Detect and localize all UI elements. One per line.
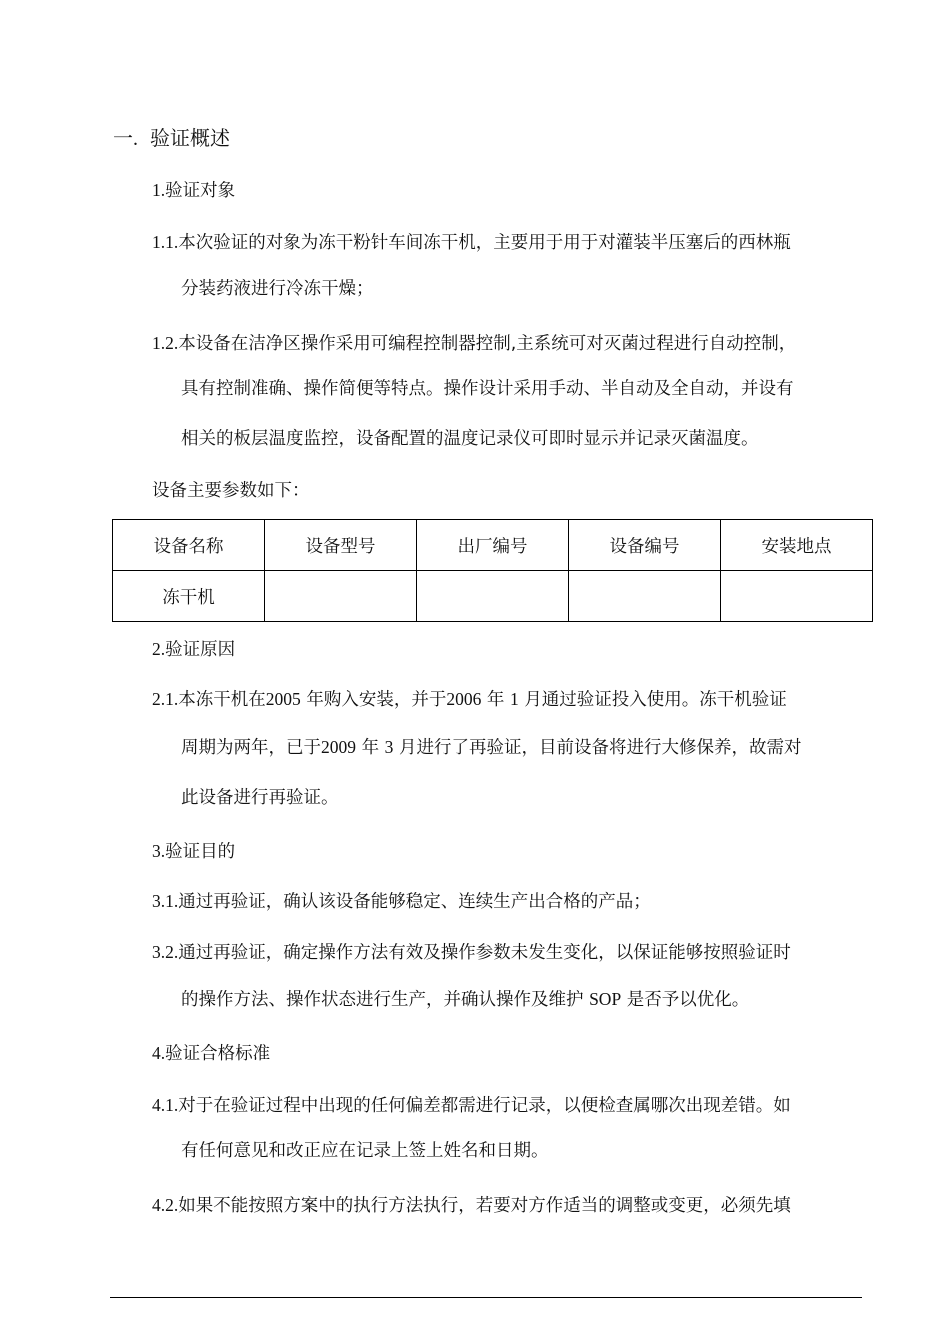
paragraph-4-2-line-1: 4.2.如果不能按照方案中的执行方法执行，若要对方作适当的调整或变更，必须先填 bbox=[152, 1195, 791, 1216]
table-cell bbox=[569, 571, 721, 622]
table-cell bbox=[265, 571, 417, 622]
table-cell bbox=[721, 571, 873, 622]
section-2-title: 2.验证原因 bbox=[152, 639, 236, 660]
paragraph-3-2-line-2: 的操作方法、操作状态进行生产，并确认操作及维护 SOP 是否予以优化。 bbox=[181, 989, 750, 1010]
paragraph-1-1-line-1: 1.1.本次验证的对象为冻干粉针车间冻干机，主要用于用于对灌装半压塞后的西林瓶 bbox=[152, 232, 791, 253]
paragraph-3-1: 3.1.通过再验证，确认该设备能够稳定、连续生产出合格的产品； bbox=[152, 891, 651, 912]
table-header-cell: 设备名称 bbox=[113, 520, 265, 571]
footer-rule bbox=[110, 1297, 862, 1298]
paragraph-2-1-line-1: 2.1.本冻干机在2005 年购入安装，并于2006 年 1 月通过验证投入使用。冻干机验证 bbox=[152, 689, 787, 710]
section-1-title: 1.验证对象 bbox=[152, 180, 236, 201]
table-header-cell: 出厂编号 bbox=[417, 520, 569, 571]
params-intro: 设备主要参数如下： bbox=[152, 481, 310, 501]
section-4-title: 4.验证合格标准 bbox=[152, 1043, 271, 1064]
table-row bbox=[113, 571, 873, 622]
section-3-title: 3.验证目的 bbox=[152, 841, 236, 862]
equipment-params-table bbox=[112, 519, 873, 622]
table-header-cell: 设备编号 bbox=[569, 520, 721, 571]
heading-text: 验证概述 bbox=[150, 126, 230, 150]
paragraph-1-2-line-3: 相关的板层温度监控，设备配置的温度记录仪可即时显示并记录灭菌温度。 bbox=[181, 429, 759, 449]
paragraph-2-1-line-2: 周期为两年，已于2009 年 3 月进行了再验证，目前设备将进行大修保养，故需对 bbox=[181, 737, 802, 758]
paragraph-3-2-line-1: 3.2.通过再验证，确定操作方法有效及操作参数未发生变化，以保证能够按照验证时 bbox=[152, 942, 791, 963]
paragraph-2-1-line-3: 此设备进行再验证。 bbox=[181, 788, 339, 808]
table-cell: 冻干机 bbox=[113, 571, 265, 622]
paragraph-1-1-line-2: 分装药液进行冷冻干燥； bbox=[181, 279, 374, 299]
paragraph-4-1-line-1: 4.1.对于在验证过程中出现的任何偏差都需进行记录，以便检查属哪次出现差错。如 bbox=[152, 1095, 791, 1116]
table-cell bbox=[417, 571, 569, 622]
paragraph-1-2-line-1: 1.2.本设备在洁净区操作采用可编程控制器控制,主系统可对灭菌过程进行自动控制， bbox=[152, 333, 797, 354]
table-header-cell: 设备型号 bbox=[265, 520, 417, 571]
table-header-cell: 安装地点 bbox=[721, 520, 873, 571]
heading-number: 一. bbox=[113, 128, 138, 150]
section-heading bbox=[113, 126, 230, 151]
paragraph-1-2-line-2: 具有控制准确、操作简便等特点。操作设计采用手动、半自动及全自动，并设有 bbox=[181, 379, 794, 399]
paragraph-4-1-line-2: 有任何意见和改正应在记录上签上姓名和日期。 bbox=[181, 1141, 549, 1161]
table-header-row bbox=[113, 520, 873, 571]
